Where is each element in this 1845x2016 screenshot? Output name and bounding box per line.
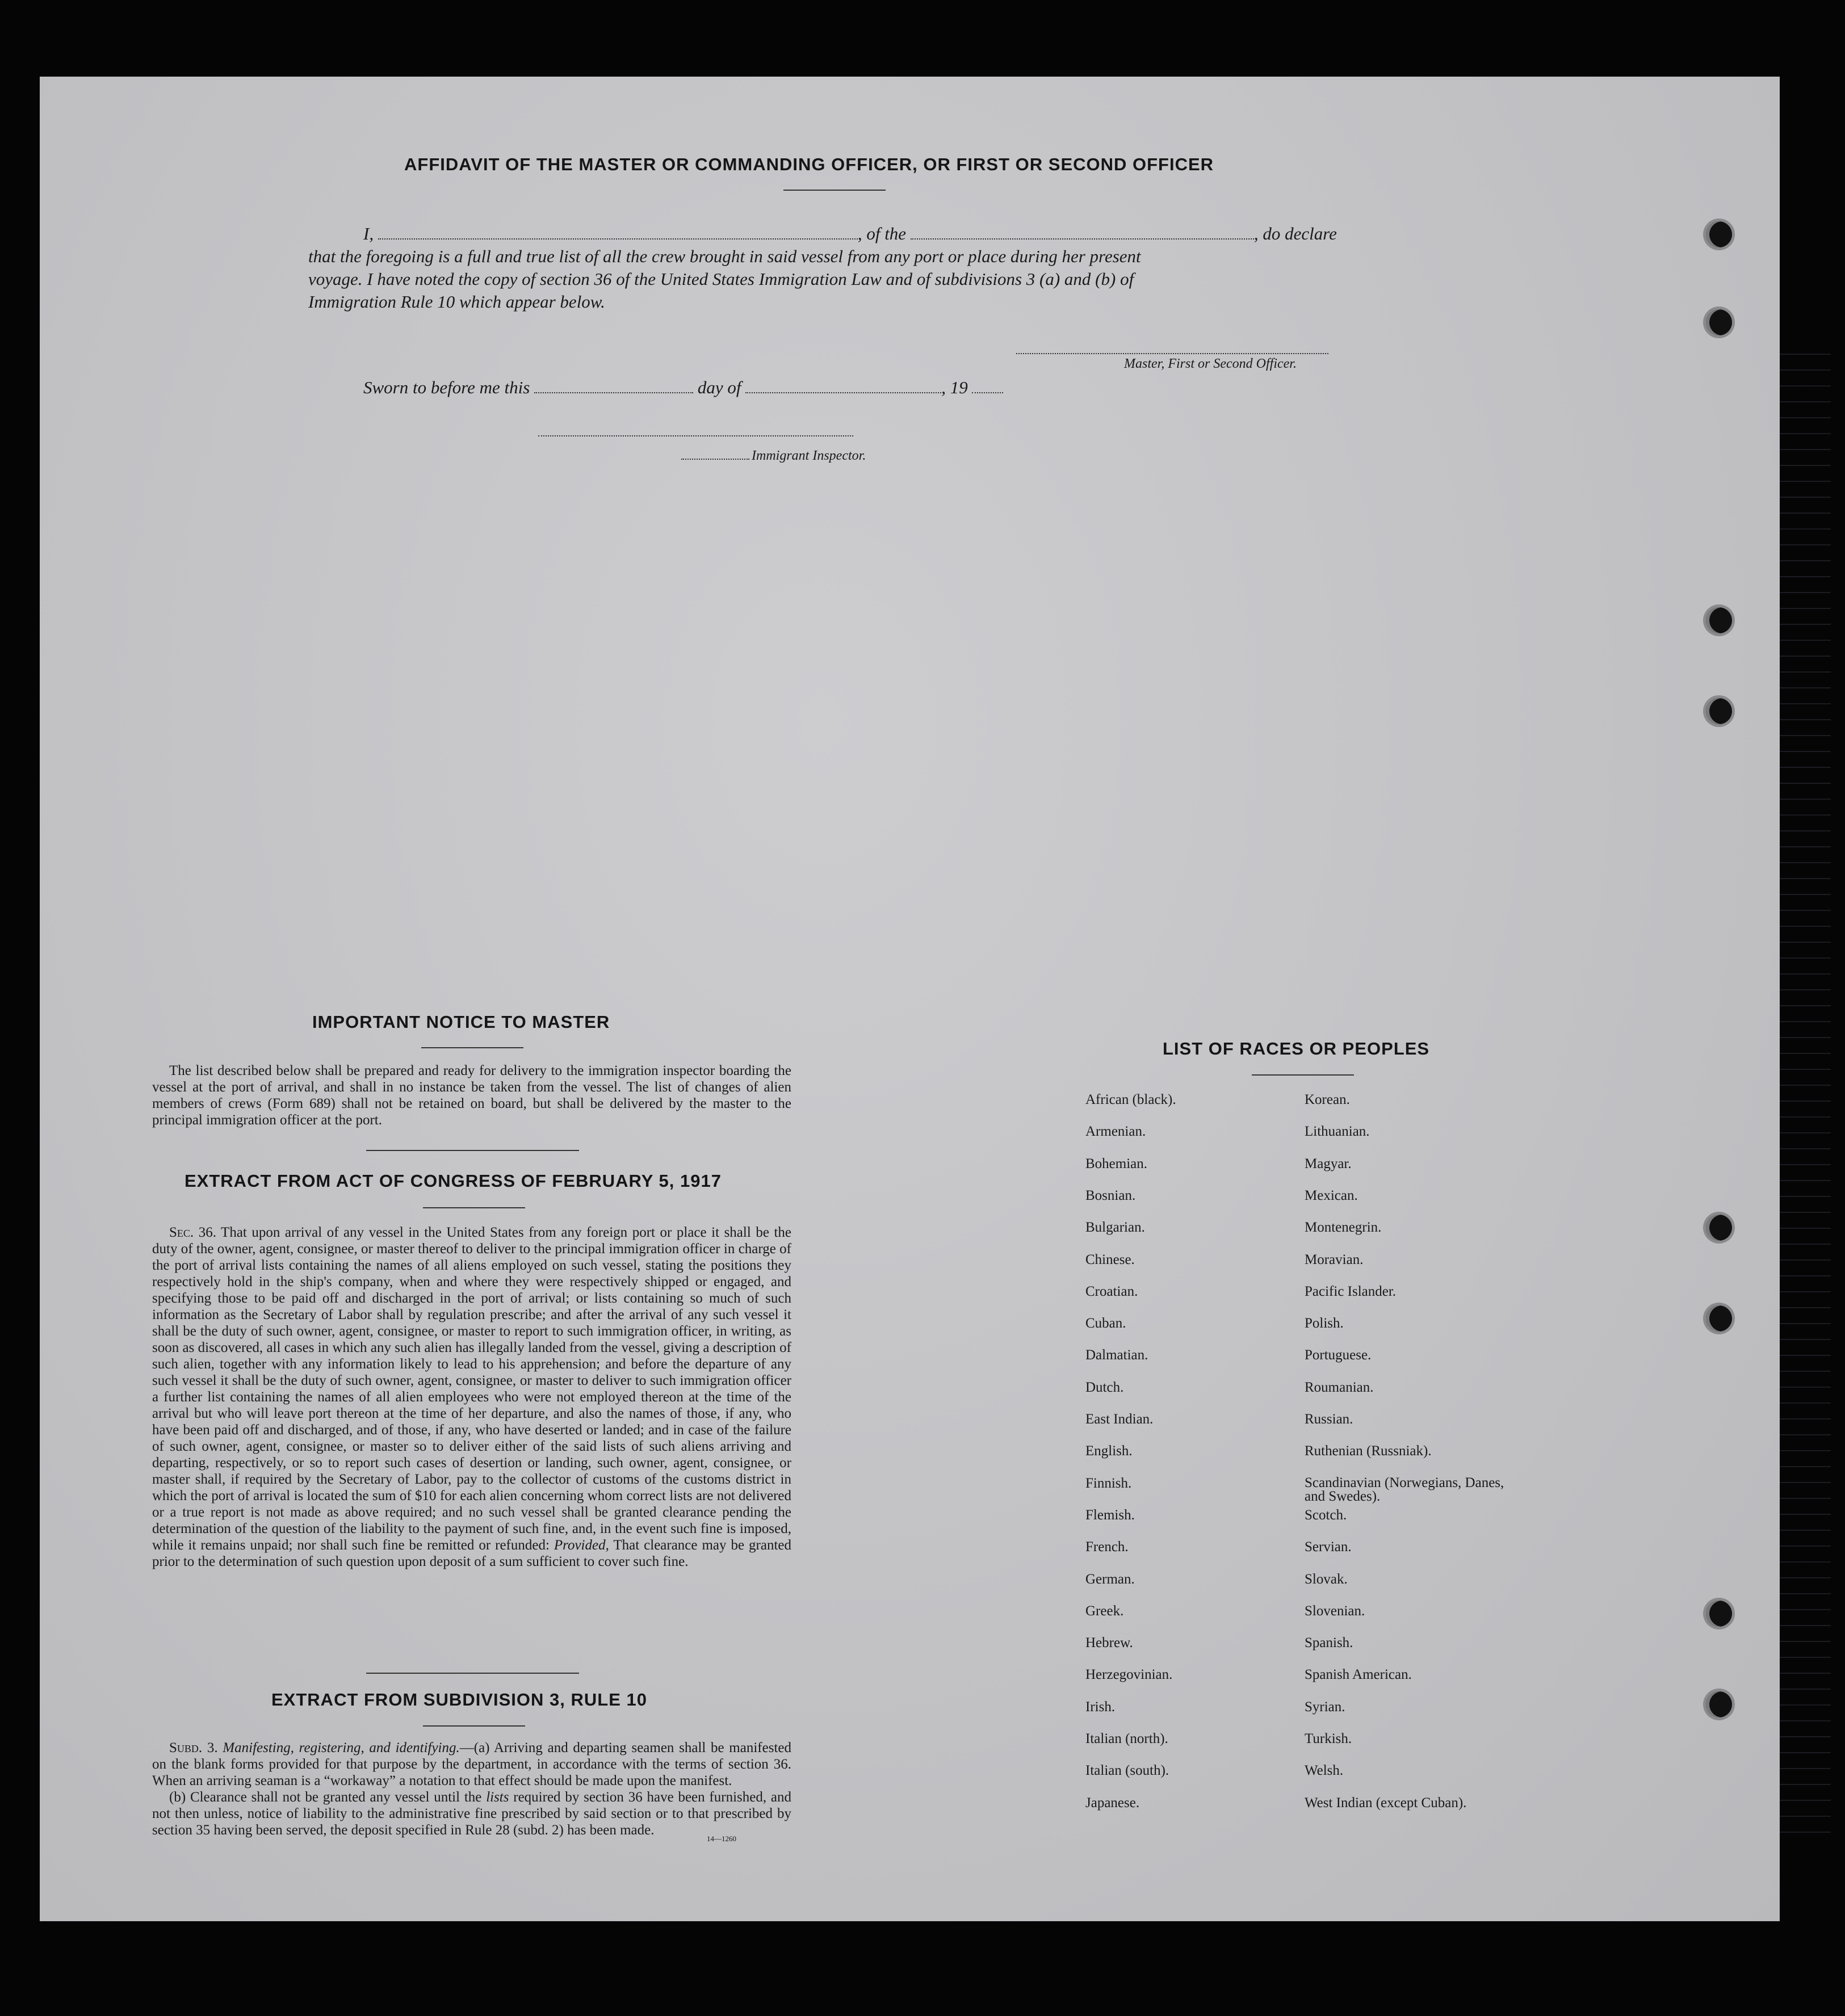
race-item: Syrian. xyxy=(1305,1699,1345,1715)
sworn-line xyxy=(363,376,1003,399)
notice-divider xyxy=(366,1150,579,1151)
race-item: Welsh. xyxy=(1305,1763,1344,1778)
races-left-column xyxy=(1085,1093,1324,1819)
race-item: Flemish. xyxy=(1085,1507,1135,1523)
master-signature-label: Master, First or Second Officer. xyxy=(1124,356,1297,371)
declarant-prefix: I, xyxy=(363,224,374,243)
inspector-label-line xyxy=(681,446,866,464)
race-item: Japanese. xyxy=(1085,1795,1140,1811)
rule-part-b-text-1: Clearance shall not be granted any vessel until the xyxy=(190,1790,482,1805)
rule-part-b-lists: lists xyxy=(486,1790,509,1805)
inspector-label: Immigrant Inspector. xyxy=(752,448,866,463)
act-section-label: Sec. 36. xyxy=(169,1225,216,1240)
race-item: Herzegovinian. xyxy=(1085,1667,1173,1682)
race-item: Mexican. xyxy=(1305,1188,1358,1203)
race-item: Irish. xyxy=(1085,1699,1116,1715)
binder-hole-icon xyxy=(1706,221,1732,247)
race-item: Italian (north). xyxy=(1085,1731,1168,1746)
races-title: LIST OF RACES OR PEOPLES xyxy=(1163,1039,1430,1059)
vessel-name-field[interactable] xyxy=(911,226,1254,240)
ruled-paper-edge xyxy=(1780,343,1831,1847)
race-item: Spanish. xyxy=(1305,1635,1353,1650)
race-item: Dalmatian. xyxy=(1085,1347,1148,1363)
race-item: English. xyxy=(1085,1443,1133,1459)
rule-part-a-paragraph xyxy=(152,1740,791,1789)
rule-part-a-label: —(a) xyxy=(459,1740,490,1755)
race-item: East Indian. xyxy=(1085,1412,1154,1427)
inspector-name-field[interactable] xyxy=(681,446,749,460)
race-item: Spanish American. xyxy=(1305,1667,1412,1682)
race-item: Korean. xyxy=(1305,1092,1350,1107)
race-item: Portuguese. xyxy=(1305,1347,1372,1363)
rule-part-a-text: Arriving and departing seamen shall be manifested on the blank forms provided for that purpose by the department, in accordance with the terms of section 36. When an arriving seaman is a “workaway” a notation to that effect should be made upon the manifest. xyxy=(152,1740,791,1788)
sworn-day-field[interactable] xyxy=(534,380,693,393)
races-right-column xyxy=(1305,1093,1554,1819)
master-signature-field[interactable] xyxy=(1016,341,1328,354)
race-item: Bohemian. xyxy=(1085,1156,1148,1171)
notice-paragraph: The list described below shall be prepared and ready for delivery to the immigration inspector boarding the vessel at the port of arrival, and shall in no instance be taken from the vessel. The list of changes of alien members of crews (Form 689) shall not be retained on board, but shall be delivered by the master to the principal immigration officer at the port. xyxy=(152,1063,791,1128)
race-item: Slovak. xyxy=(1305,1572,1348,1587)
race-item: Pacific Islander. xyxy=(1305,1284,1397,1299)
act-provided-text: That clearance may be granted prior to the determination of such question upon deposit of a sum sufficient to cover such fine. xyxy=(152,1538,791,1569)
sworn-year-label: , 19 xyxy=(941,377,968,397)
race-item: Scotch. xyxy=(1305,1507,1347,1523)
form-number: 14—1260 xyxy=(707,1834,736,1843)
declarant-name-field[interactable] xyxy=(378,226,858,240)
race-item: Roumanian. xyxy=(1305,1380,1374,1395)
declare-label: , do declare xyxy=(1253,224,1337,243)
sworn-month-field[interactable] xyxy=(745,380,941,393)
race-item: Servian. xyxy=(1305,1539,1352,1555)
rule-subd-label: Subd. 3. xyxy=(169,1740,218,1755)
race-item: Chinese. xyxy=(1085,1252,1135,1267)
race-item: Croatian. xyxy=(1085,1284,1138,1299)
rule-extract-text xyxy=(152,1740,791,1838)
race-item: Moravian. xyxy=(1305,1252,1364,1267)
race-item: French. xyxy=(1085,1539,1129,1555)
race-item: Greek. xyxy=(1085,1603,1124,1619)
act-extract-divider xyxy=(366,1673,579,1674)
notice-text xyxy=(152,1062,791,1128)
binder-hole-icon xyxy=(1706,698,1732,724)
race-item: Magyar. xyxy=(1305,1156,1352,1171)
race-item: Dutch. xyxy=(1085,1380,1124,1395)
rule-part-b-label: (b) xyxy=(169,1790,186,1805)
races-title-rule xyxy=(1252,1074,1354,1076)
rule-part-b-text-2: required by section 36 have been furnished, and not then unless, notice of liability to the administrative fine prescribed by said section or to that prescribed by section 35 having been served, the deposit specified in Rule 28 (subd. 2) has been made. xyxy=(152,1790,791,1838)
notice-title-rule xyxy=(421,1047,523,1048)
affidavit-line-4: Immigration Rule 10 which appear below. xyxy=(308,292,605,312)
sworn-day-of-label: day of xyxy=(697,377,741,397)
rule-part-b-paragraph xyxy=(152,1789,791,1838)
race-item: Bosnian. xyxy=(1085,1188,1136,1203)
race-item: Slovenian. xyxy=(1305,1603,1365,1619)
race-item: Ruthenian (Russniak). xyxy=(1305,1443,1432,1459)
race-item: Bulgarian. xyxy=(1085,1220,1145,1235)
binder-hole-icon xyxy=(1706,1215,1732,1241)
binder-hole-icon xyxy=(1706,1691,1732,1717)
binder-hole-icon xyxy=(1706,607,1732,633)
race-item: Turkish. xyxy=(1305,1731,1352,1746)
rule-extract-title: EXTRACT FROM SUBDIVISION 3, RULE 10 xyxy=(271,1690,647,1710)
binder-hole-icon xyxy=(1706,309,1732,335)
race-item: Finnish. xyxy=(1085,1476,1132,1491)
rule-extract-title-rule xyxy=(423,1725,525,1727)
act-section-text: That upon arrival of any vessel in the United States from any foreign port or place it shall be the duty of the owner, agent, consignee, or master thereof to deliver to the principal immigration officer in charge of the port of arrival lists containing the names of all aliens employed on such vessel, stating the positions they respectively hold in the ship's company, when and where they were respectively shipped or engaged, and specifying those to be paid off and discharged in the port of arrival; or lists containing so much of such information as the Secretary of Labor shall by regulation prescribe; and after the arrival of any such vessel it shall be the duty of such owner, agent, consignee, or master to report to such immigration officer, in writing, as soon as discovered, all cases in which any such alien has illegally landed from the vessel, giving a description of such alien, together with any information likely to lead to his apprehension; and before the departure of any such vessel it shall be the duty of such owner, agent, consignee, or master to deliver to such immigration officer a further list containing the names of all alien employees who were not employed thereon at the time of the arrival but who will leave port thereon at the time of her departure, and also the names of those, if any, who have been paid off and discharged, and of those, if any, who have deserted or landed; and in case of the failure of such owner, agent, consignee, or master so to deliver either of the said lists of such aliens arriving and departing, respectively, or so to report such cases of desertion or landing, such owner, agent, consignee, or master shall, if required by the Secretary of Labor, pay to the collector of customs of the customs district in which the port of arrival is located the sum of $10 for each alien concerning whom correct lists are not delivered or a true report is not made as above required; and no such vessel shall be granted clearance pending the determination of the question of the liability to the payment of such fine, and, in the event such fine is imposed, while it remains unpaid; nor shall such fine be remitted or refunded: xyxy=(152,1225,791,1553)
race-item: Lithuanian. xyxy=(1305,1124,1370,1139)
binder-hole-icon xyxy=(1706,1305,1732,1332)
affidavit-title: AFFIDAVIT OF THE MASTER OR COMMANDING OFFICER, OR FIRST OR SECOND OFFICER xyxy=(404,154,1214,174)
of-the-label: , of the xyxy=(857,224,907,243)
race-item: Armenian. xyxy=(1085,1124,1146,1139)
act-section-paragraph xyxy=(152,1224,791,1570)
act-extract-title-rule xyxy=(423,1207,525,1208)
race-item: Russian. xyxy=(1305,1412,1353,1427)
affidavit-line-2: that the foregoing is a full and true list of all the crew brought in said vessel from any port or place during her present xyxy=(308,246,1141,266)
race-item: West Indian (except Cuban). xyxy=(1305,1795,1467,1811)
act-extract-text xyxy=(152,1224,791,1570)
affidavit-line-3: voyage. I have noted the copy of section 36 of the United States Immigration Law and of subdivisions 3 (a) and (b) of xyxy=(308,269,1134,289)
sworn-year-field[interactable] xyxy=(972,380,1003,393)
race-item: African (black). xyxy=(1085,1092,1176,1107)
race-item: Montenegrin. xyxy=(1305,1220,1382,1235)
affidavit-title-rule xyxy=(783,190,886,191)
notice-title: IMPORTANT NOTICE TO MASTER xyxy=(312,1012,610,1032)
affidavit-declaration-line xyxy=(363,222,1337,245)
sworn-prefix: Sworn to before me this xyxy=(363,377,530,397)
act-provided-label: Provided, xyxy=(554,1538,609,1553)
race-item: Italian (south). xyxy=(1085,1763,1169,1778)
binder-hole-icon xyxy=(1706,1601,1732,1627)
race-item: Hebrew. xyxy=(1085,1635,1133,1650)
race-item: Cuban. xyxy=(1085,1316,1126,1331)
race-item: Scandinavian (Norwegians, Danes, and Swedes). xyxy=(1305,1475,1504,1504)
inspector-signature-field[interactable] xyxy=(538,423,853,436)
act-extract-title: EXTRACT FROM ACT OF CONGRESS OF FEBRUARY 5, 1917 xyxy=(184,1171,722,1191)
race-item: German. xyxy=(1085,1572,1135,1587)
race-item: Polish. xyxy=(1305,1316,1344,1331)
rule-subd-heading: Manifesting, registering, and identifying. xyxy=(223,1740,460,1755)
